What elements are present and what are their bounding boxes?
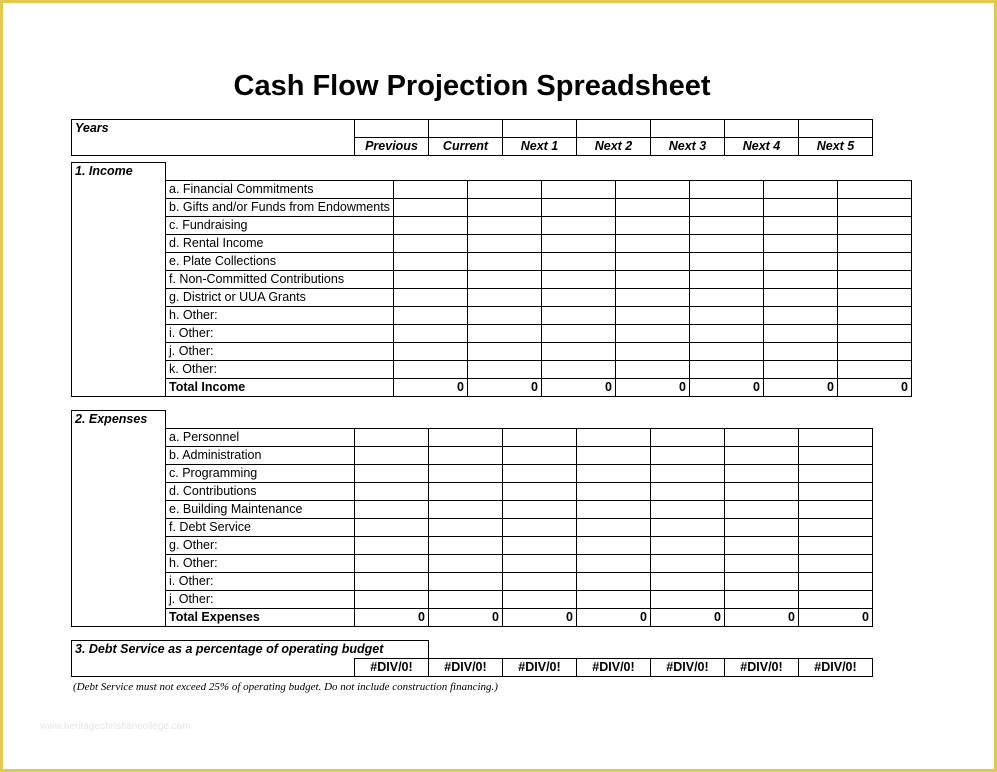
income-value-cell[interactable]	[467, 342, 541, 360]
income-value-cell[interactable]	[763, 342, 837, 360]
income-heading-row	[72, 163, 912, 181]
income-value-cell[interactable]	[393, 288, 467, 306]
expenses-line-item-label: h. Other:	[166, 554, 355, 572]
debt-service-heading: 3. Debt Service as a percentage of operating budget	[72, 641, 429, 659]
expenses-value-cell[interactable]	[799, 536, 873, 554]
income-value-cell[interactable]	[837, 360, 911, 378]
table-row	[72, 360, 912, 378]
table-row	[72, 428, 873, 446]
expenses-value-cell[interactable]	[651, 428, 725, 446]
expenses-value-cell[interactable]	[355, 428, 429, 446]
table-row	[72, 518, 873, 536]
expenses-value-cell[interactable]	[503, 464, 577, 482]
income-value-cell[interactable]	[763, 180, 837, 198]
expenses-value-cell[interactable]	[503, 428, 577, 446]
income-total-label: Total Income	[166, 378, 394, 396]
column-header-next-4: Next 4	[725, 137, 799, 155]
expenses-value-cell[interactable]	[725, 428, 799, 446]
income-line-item-label: d. Rental Income	[166, 234, 394, 252]
debt-service-percentage: #DIV/0!	[651, 659, 725, 677]
income-table	[71, 162, 912, 397]
income-value-cell[interactable]	[467, 198, 541, 216]
income-value-cell[interactable]	[467, 180, 541, 198]
table-row	[72, 324, 912, 342]
expenses-line-item-label: a. Personnel	[166, 428, 355, 446]
income-line-item-label: k. Other:	[166, 360, 394, 378]
column-header-next-3: Next 3	[651, 137, 725, 155]
expenses-value-cell[interactable]	[725, 590, 799, 608]
expenses-value-cell[interactable]	[725, 464, 799, 482]
expenses-value-cell[interactable]	[799, 554, 873, 572]
income-value-cell[interactable]	[541, 342, 615, 360]
expenses-value-cell[interactable]	[651, 446, 725, 464]
expenses-total-value: 0	[429, 608, 503, 626]
expenses-value-cell[interactable]	[429, 518, 503, 536]
expenses-value-cell[interactable]	[429, 446, 503, 464]
column-header-next-5: Next 5	[799, 137, 873, 155]
expenses-value-cell[interactable]	[577, 500, 651, 518]
income-value-cell[interactable]	[837, 216, 911, 234]
expenses-line-item-label: c. Programming	[166, 464, 355, 482]
income-section-heading: 1. Income	[72, 163, 166, 181]
expenses-value-cell[interactable]	[429, 590, 503, 608]
expenses-line-item-label: f. Debt Service	[166, 518, 355, 536]
expenses-value-cell[interactable]	[799, 464, 873, 482]
expenses-value-cell[interactable]	[577, 446, 651, 464]
expenses-value-cell[interactable]	[503, 554, 577, 572]
income-value-cell[interactable]	[837, 342, 911, 360]
expenses-value-cell[interactable]	[429, 500, 503, 518]
income-line-item-label: f. Non-Committed Contributions	[166, 270, 394, 288]
expenses-value-cell[interactable]	[651, 518, 725, 536]
income-value-cell[interactable]	[393, 342, 467, 360]
expenses-line-item-label: e. Building Maintenance	[166, 500, 355, 518]
expenses-table	[71, 410, 873, 627]
income-value-cell[interactable]	[837, 306, 911, 324]
income-value-cell[interactable]	[615, 288, 689, 306]
expenses-value-cell[interactable]	[799, 446, 873, 464]
expenses-value-cell[interactable]	[577, 428, 651, 446]
expenses-total-value: 0	[355, 608, 429, 626]
debt-service-percentage: #DIV/0!	[799, 659, 873, 677]
expenses-total-label: Total Expenses	[166, 608, 355, 626]
income-value-cell[interactable]	[689, 288, 763, 306]
income-value-cell[interactable]	[541, 198, 615, 216]
income-total-row	[72, 378, 912, 396]
expenses-value-cell[interactable]	[503, 446, 577, 464]
income-line-item-label: e. Plate Collections	[166, 252, 394, 270]
expenses-value-cell[interactable]	[577, 482, 651, 500]
income-value-cell[interactable]	[393, 252, 467, 270]
income-total-value: 0	[541, 378, 615, 396]
table-row	[72, 342, 912, 360]
income-value-cell[interactable]	[467, 306, 541, 324]
expenses-value-cell[interactable]	[725, 446, 799, 464]
expenses-value-cell[interactable]	[577, 554, 651, 572]
income-value-cell[interactable]	[763, 270, 837, 288]
expenses-value-cell[interactable]	[799, 518, 873, 536]
expenses-value-cell[interactable]	[799, 572, 873, 590]
income-line-item-label: g. District or UUA Grants	[166, 288, 394, 306]
expenses-total-value: 0	[799, 608, 873, 626]
income-value-cell[interactable]	[541, 180, 615, 198]
expenses-line-item-label: g. Other:	[166, 536, 355, 554]
income-line-item-label: j. Other:	[166, 342, 394, 360]
table-row	[72, 464, 873, 482]
income-value-cell[interactable]	[615, 180, 689, 198]
income-value-cell[interactable]	[467, 324, 541, 342]
income-value-cell[interactable]	[763, 306, 837, 324]
page-title: Cash Flow Projection Spreadsheet	[233, 70, 711, 102]
expenses-value-cell[interactable]	[355, 446, 429, 464]
expenses-line-item-label: d. Contributions	[166, 482, 355, 500]
debt-service-percentage: #DIV/0!	[355, 659, 429, 677]
income-value-cell[interactable]	[763, 234, 837, 252]
income-value-cell[interactable]	[541, 252, 615, 270]
income-value-cell[interactable]	[467, 288, 541, 306]
table-row	[72, 198, 912, 216]
income-value-cell[interactable]	[615, 342, 689, 360]
table-row	[72, 180, 912, 198]
income-value-cell[interactable]	[689, 180, 763, 198]
income-value-cell[interactable]	[837, 324, 911, 342]
income-value-cell[interactable]	[763, 288, 837, 306]
income-value-cell[interactable]	[467, 270, 541, 288]
expenses-total-value: 0	[577, 608, 651, 626]
expenses-value-cell[interactable]	[725, 500, 799, 518]
column-header-next-2: Next 2	[577, 137, 651, 155]
debt-service-percentage: #DIV/0!	[725, 659, 799, 677]
income-value-cell[interactable]	[393, 360, 467, 378]
expenses-value-cell[interactable]	[577, 464, 651, 482]
income-value-cell[interactable]	[615, 324, 689, 342]
income-line-item-label: c. Fundraising	[166, 216, 394, 234]
income-value-cell[interactable]	[615, 252, 689, 270]
watermark-text: www.heritagechristiancollege.com	[40, 721, 191, 732]
table-row	[72, 446, 873, 464]
income-value-cell[interactable]	[763, 198, 837, 216]
income-value-cell[interactable]	[837, 252, 911, 270]
table-row	[72, 572, 873, 590]
expenses-total-value: 0	[503, 608, 577, 626]
expenses-value-cell[interactable]	[355, 572, 429, 590]
expenses-value-cell[interactable]	[429, 536, 503, 554]
income-value-cell[interactable]	[689, 306, 763, 324]
income-value-cell[interactable]	[541, 270, 615, 288]
income-total-value: 0	[615, 378, 689, 396]
income-value-cell[interactable]	[689, 216, 763, 234]
expenses-value-cell[interactable]	[725, 536, 799, 554]
expenses-value-cell[interactable]	[577, 590, 651, 608]
expenses-value-cell[interactable]	[355, 482, 429, 500]
income-line-item-label: i. Other:	[166, 324, 394, 342]
expenses-value-cell[interactable]	[651, 482, 725, 500]
table-row	[72, 270, 912, 288]
expenses-value-cell[interactable]	[799, 590, 873, 608]
table-row	[72, 536, 873, 554]
income-line-item-label: a. Financial Commitments	[166, 180, 394, 198]
expenses-heading-row	[72, 411, 873, 429]
expenses-value-cell[interactable]	[577, 536, 651, 554]
expenses-value-cell[interactable]	[725, 482, 799, 500]
debt-service-percentage: #DIV/0!	[503, 659, 577, 677]
expenses-value-cell[interactable]	[651, 464, 725, 482]
expenses-value-cell[interactable]	[355, 554, 429, 572]
expenses-total-value: 0	[651, 608, 725, 626]
income-value-cell[interactable]	[467, 360, 541, 378]
expenses-value-cell[interactable]	[651, 554, 725, 572]
table-row	[72, 252, 912, 270]
expenses-value-cell[interactable]	[355, 464, 429, 482]
expenses-value-cell[interactable]	[799, 500, 873, 518]
expenses-value-cell[interactable]	[651, 572, 725, 590]
income-value-cell[interactable]	[467, 234, 541, 252]
expenses-value-cell[interactable]	[503, 518, 577, 536]
income-value-cell[interactable]	[763, 216, 837, 234]
table-row	[72, 234, 912, 252]
expenses-value-cell[interactable]	[355, 500, 429, 518]
income-total-value: 0	[467, 378, 541, 396]
income-value-cell[interactable]	[393, 198, 467, 216]
income-value-cell[interactable]	[615, 306, 689, 324]
years-label: Years	[72, 120, 355, 138]
expenses-value-cell[interactable]	[577, 572, 651, 590]
income-value-cell[interactable]	[393, 306, 467, 324]
expenses-value-cell[interactable]	[651, 500, 725, 518]
income-value-cell[interactable]	[393, 234, 467, 252]
income-value-cell[interactable]	[689, 198, 763, 216]
expenses-value-cell[interactable]	[429, 428, 503, 446]
income-value-cell[interactable]	[763, 324, 837, 342]
income-value-cell[interactable]	[615, 234, 689, 252]
expenses-value-cell[interactable]	[503, 500, 577, 518]
expenses-value-cell[interactable]	[429, 482, 503, 500]
income-value-cell[interactable]	[467, 216, 541, 234]
debt-service-percentage: #DIV/0!	[577, 659, 651, 677]
expenses-value-cell[interactable]	[577, 518, 651, 536]
income-value-cell[interactable]	[837, 288, 911, 306]
table-row	[72, 306, 912, 324]
income-value-cell[interactable]	[393, 216, 467, 234]
income-value-cell[interactable]	[393, 270, 467, 288]
expenses-value-cell[interactable]	[503, 482, 577, 500]
income-value-cell[interactable]	[837, 270, 911, 288]
debt-service-percentage: #DIV/0!	[429, 659, 503, 677]
expenses-line-item-label: b. Administration	[166, 446, 355, 464]
income-line-item-label: h. Other:	[166, 306, 394, 324]
expenses-value-cell[interactable]	[355, 536, 429, 554]
expenses-value-cell[interactable]	[799, 482, 873, 500]
expenses-value-cell[interactable]	[503, 590, 577, 608]
income-value-cell[interactable]	[615, 360, 689, 378]
income-value-cell[interactable]	[689, 324, 763, 342]
expenses-value-cell[interactable]	[725, 554, 799, 572]
income-value-cell[interactable]	[541, 360, 615, 378]
income-value-cell[interactable]	[615, 216, 689, 234]
expenses-value-cell[interactable]	[799, 428, 873, 446]
income-value-cell[interactable]	[837, 180, 911, 198]
income-value-cell[interactable]	[837, 234, 911, 252]
column-header-current: Current	[429, 137, 503, 155]
income-value-cell[interactable]	[837, 198, 911, 216]
income-value-cell[interactable]	[541, 234, 615, 252]
income-value-cell[interactable]	[615, 198, 689, 216]
expenses-section-heading: 2. Expenses	[72, 411, 166, 429]
table-row	[72, 554, 873, 572]
income-value-cell[interactable]	[689, 360, 763, 378]
expenses-value-cell[interactable]	[429, 572, 503, 590]
income-value-cell[interactable]	[689, 270, 763, 288]
income-value-cell[interactable]	[615, 270, 689, 288]
income-value-cell[interactable]	[689, 234, 763, 252]
income-value-cell[interactable]	[541, 324, 615, 342]
income-total-value: 0	[393, 378, 467, 396]
income-total-value: 0	[763, 378, 837, 396]
income-value-cell[interactable]	[763, 360, 837, 378]
income-value-cell[interactable]	[393, 180, 467, 198]
expenses-value-cell[interactable]	[725, 572, 799, 590]
expenses-value-cell[interactable]	[651, 590, 725, 608]
table-row	[72, 590, 873, 608]
expenses-value-cell[interactable]	[429, 464, 503, 482]
expenses-value-cell[interactable]	[503, 536, 577, 554]
income-value-cell[interactable]	[541, 288, 615, 306]
income-total-value: 0	[837, 378, 911, 396]
expenses-value-cell[interactable]	[355, 518, 429, 536]
expenses-value-cell[interactable]	[651, 536, 725, 554]
expenses-value-cell[interactable]	[355, 590, 429, 608]
income-total-value: 0	[689, 378, 763, 396]
income-line-item-label: b. Gifts and/or Funds from Endowments	[166, 198, 394, 216]
years-header-table	[71, 119, 873, 156]
income-value-cell[interactable]	[393, 324, 467, 342]
expenses-value-cell[interactable]	[725, 518, 799, 536]
footnote: (Debt Service must not exceed 25% of operating budget. Do not include construction financing.)	[73, 681, 498, 693]
income-value-cell[interactable]	[763, 252, 837, 270]
income-value-cell[interactable]	[541, 216, 615, 234]
expenses-line-item-label: j. Other:	[166, 590, 355, 608]
column-header-previous: Previous	[355, 137, 429, 155]
income-value-cell[interactable]	[467, 252, 541, 270]
table-row	[72, 482, 873, 500]
debt-service-table	[71, 640, 873, 677]
expenses-total-row	[72, 608, 873, 626]
expenses-total-value: 0	[725, 608, 799, 626]
income-value-cell[interactable]	[689, 342, 763, 360]
column-header-next-1: Next 1	[503, 137, 577, 155]
expenses-value-cell[interactable]	[503, 572, 577, 590]
table-row	[72, 500, 873, 518]
expenses-line-item-label: i. Other:	[166, 572, 355, 590]
income-value-cell[interactable]	[541, 306, 615, 324]
table-row	[72, 216, 912, 234]
table-row	[72, 288, 912, 306]
expenses-value-cell[interactable]	[429, 554, 503, 572]
income-value-cell[interactable]	[689, 252, 763, 270]
